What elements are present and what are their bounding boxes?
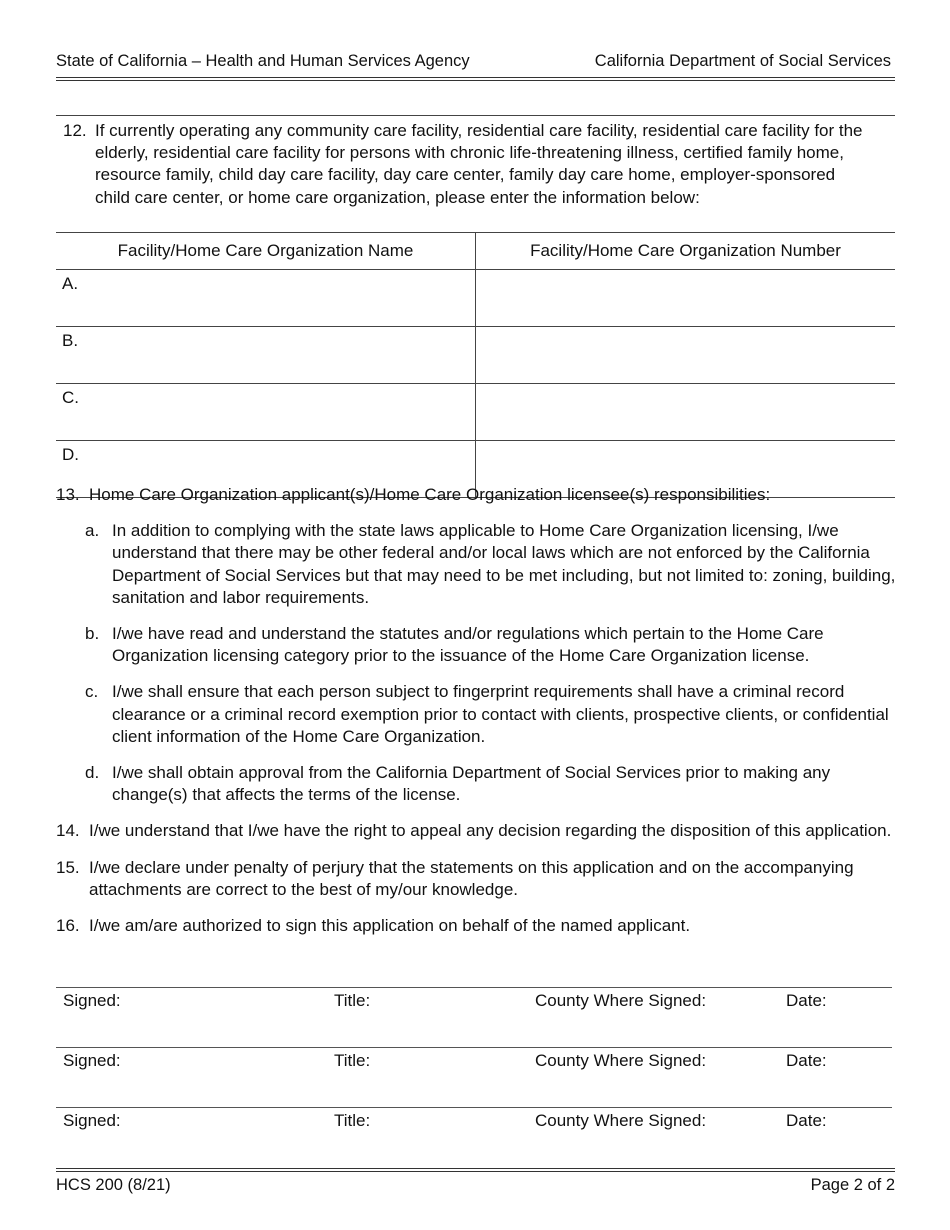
question-number: 14.	[56, 821, 80, 841]
question-number: 12.	[63, 121, 87, 140]
row-label: C.	[62, 388, 79, 407]
question-number: 13.	[56, 485, 80, 504]
table-row	[56, 327, 895, 384]
facility-table	[56, 232, 895, 498]
signature-row[interactable]	[56, 987, 892, 1047]
department-name: California Department of Social Services	[594, 52, 891, 70]
signed-label: Signed:	[63, 991, 121, 1010]
row-label: D.	[62, 445, 79, 464]
signature-row[interactable]	[56, 1107, 892, 1167]
question-16	[56, 915, 896, 937]
question-text: I/we declare under penalty of perjury that the statements on this application and on the accompanying attachments are correct to the best of my/our knowledge.	[89, 857, 854, 899]
responsibility-b	[85, 623, 896, 667]
county-label: County Where Signed:	[535, 991, 707, 1010]
responsibility-d	[85, 762, 896, 806]
header-rule	[56, 77, 895, 81]
signature-block	[56, 987, 892, 1167]
signed-label: Signed:	[63, 1051, 121, 1070]
page-footer	[56, 1176, 895, 1195]
date-label: Date:	[786, 1051, 827, 1070]
question-text: I/we understand that I/we have the right to appeal any decision regarding the disposition of this application.	[89, 821, 892, 841]
question-number: 15.	[56, 857, 80, 877]
question-text: Home Care Organization applicant(s)/Home Care Organization licensee(s) responsibilities:	[89, 485, 771, 504]
date-label: Date:	[786, 991, 827, 1010]
questions-13-16	[56, 484, 896, 937]
item-text: In addition to complying with the state laws applicable to Home Care Organization licensing, I/we understand that there may be other federal and/or local laws which are not enforced by the California Department of Social Services but that may need to be met including, but not limited to: zoning, building, sanitation and labor requirements.	[112, 521, 896, 607]
table-row	[56, 384, 895, 441]
responsibility-c	[85, 681, 896, 748]
row-label: B.	[62, 331, 79, 350]
signed-label: Signed:	[63, 1111, 121, 1130]
county-label: County Where Signed:	[535, 1111, 707, 1130]
facility-name-field-b[interactable]	[56, 327, 476, 384]
county-label: County Where Signed:	[535, 1051, 707, 1070]
question-number: 16.	[56, 916, 80, 936]
facility-name-field-c[interactable]	[56, 384, 476, 441]
facility-number-field-c[interactable]	[476, 384, 896, 441]
footer-rule	[56, 1168, 895, 1172]
agency-name: State of California – Health and Human Services Agency	[56, 52, 470, 70]
item-text: I/we shall ensure that each person subject to fingerprint requirements shall have a criminal record clearance or a criminal record exemption prior to contact with clients, prospective clients, or confidential client information of the Home Care Organization.	[112, 682, 889, 746]
title-label: Title:	[334, 991, 371, 1010]
question-12	[56, 115, 895, 498]
table-row	[56, 270, 895, 327]
question-14	[56, 820, 896, 842]
facility-number-header: Facility/Home Care Organization Number	[476, 233, 896, 270]
item-letter: d.	[85, 763, 100, 783]
date-label: Date:	[786, 1111, 827, 1130]
question-15	[56, 857, 896, 901]
title-label: Title:	[334, 1051, 371, 1070]
item-letter: c.	[85, 682, 99, 702]
responsibility-a	[85, 520, 896, 609]
question-text: I/we am/are authorized to sign this application on behalf of the named applicant.	[89, 916, 691, 936]
facility-name-field-a[interactable]	[56, 270, 476, 327]
question-text: If currently operating any community care facility, residential care facility, residential care facility for the elderly, residential care facility for persons with chronic life-threatening illness, certified family home, resource family, child day care facility, day care center, family day care home, employer-sponsored child care center, or home care organization, please enter the information below:	[95, 121, 863, 207]
item-letter: a.	[85, 521, 100, 541]
form-id: HCS 200 (8/21)	[56, 1176, 171, 1194]
item-text: I/we shall obtain approval from the California Department of Social Services prior to making any change(s) that affects the terms of the license.	[112, 763, 831, 805]
item-text: I/we have read and understand the statutes and/or regulations which pertain to the Home Care Organization licensing category prior to the issuance of the Home Care Organization license.	[112, 624, 824, 666]
row-label: A.	[62, 274, 79, 293]
title-label: Title:	[334, 1111, 371, 1130]
signature-row[interactable]	[56, 1047, 892, 1107]
facility-number-field-b[interactable]	[476, 327, 896, 384]
facility-number-field-a[interactable]	[476, 270, 896, 327]
page-header	[56, 52, 891, 71]
page-number: Page 2 of 2	[810, 1176, 895, 1194]
question-13	[56, 484, 896, 506]
facility-name-header: Facility/Home Care Organization Name	[56, 233, 476, 270]
item-letter: b.	[85, 624, 100, 644]
